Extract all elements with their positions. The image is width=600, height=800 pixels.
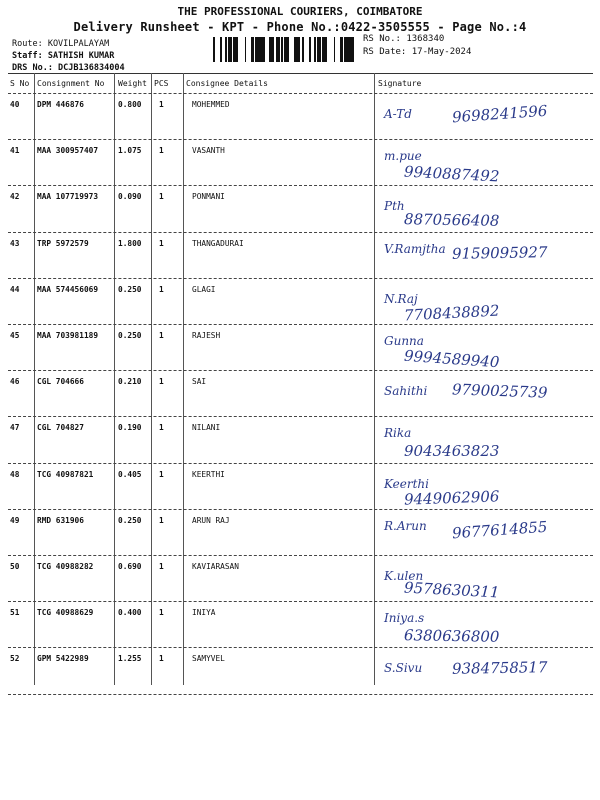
consignee-name: NILANI [192,423,221,433]
row-divider [8,647,593,648]
signature-phone: 8870566408 [403,210,500,231]
consignee-name: ARUN RAJ [192,515,230,525]
table-top-border [8,73,593,74]
consignment-number: CGL 704827 [37,423,84,433]
signature-phone: 9790025739 [451,380,548,402]
pieces: 1 [159,192,164,202]
row-divider [8,324,593,325]
column-divider [374,73,375,685]
pieces: 1 [159,284,164,294]
pieces: 1 [159,100,164,109]
signature-phone: 9384758517 [451,658,548,679]
weight: 0.405 [118,469,142,479]
row-divider [8,509,593,510]
consignment-number: MAA 300957407 [37,146,99,156]
consignment-number: MAA 703981189 [37,331,99,340]
col-header-sno: S No [10,79,30,88]
row-divider [8,232,593,233]
consignment-number: TCG 40988629 [37,608,94,618]
serial-number: 48 [10,469,20,479]
weight: 0.250 [118,331,142,340]
row-divider [8,601,593,602]
column-divider [151,73,152,685]
consignee-name: RAJESH [192,331,221,340]
rs-date: RS Date: 17-May-2024 [363,47,472,57]
consignee-name: VASANTH [192,146,225,156]
consignment-number: RMD 631906 [37,515,84,525]
consignee-name: SAMYVEL [192,654,225,664]
signature-phone: 9677614855 [451,517,548,543]
signature-name: Sahithi [384,384,428,399]
serial-number: 40 [10,100,20,109]
pieces: 1 [159,515,164,525]
signature-phone: 9578630311 [403,578,500,602]
weight: 0.250 [118,515,142,525]
drs-label: DRS No.: DCJB136834004 [12,63,125,73]
signature-name: V.Ramjtha [384,241,446,256]
weight: 1.800 [118,238,142,248]
serial-number: 43 [10,238,20,248]
consignee-name: PONMANI [192,192,225,202]
serial-number: 50 [10,562,20,571]
serial-number: 44 [10,284,20,294]
weight: 1.255 [118,654,142,664]
consignee-name: INIYA [192,608,216,618]
weight: 0.690 [118,562,142,571]
serial-number: 49 [10,515,20,525]
consignment-number: GPM 5422989 [37,654,89,664]
signature-phone: 9698241596 [451,101,548,127]
row-divider [8,139,593,140]
signature-name: R.Arun [384,518,427,533]
signature-phone: 9043463823 [404,442,500,461]
row-divider [8,694,593,695]
signature-phone: 6380636800 [403,626,500,647]
consignee-name: GLAGI [192,284,216,294]
pieces: 1 [159,608,164,618]
consignee-name: SAI [192,377,207,387]
col-header-weight: Weight [118,79,147,88]
consignee-name: KAVIARASAN [192,562,239,571]
signature-phone: 9940887492 [403,162,500,186]
weight: 1.075 [118,146,142,156]
signature-name: Gunna [384,334,424,348]
serial-number: 45 [10,331,20,340]
weight: 0.190 [118,423,142,433]
col-header-consignee: Consignee Details [186,79,268,88]
company-title: THE PROFESSIONAL COURIERS, COIMBATORE [177,5,423,18]
runsheet-title: Delivery Runsheet - KPT - Phone No.:0422-3505555 - Page No.:4 [73,20,527,34]
row-divider [8,278,593,279]
consignment-number: CGL 704666 [37,377,84,387]
weight: 0.250 [118,284,142,294]
serial-number: 52 [10,654,20,664]
weight: 0.210 [118,377,142,387]
signature-name: A-Td [384,107,412,121]
row-divider [8,555,593,556]
consignment-number: DPM 446876 [37,100,84,109]
col-header-consignment: Consignment No [37,79,105,88]
route-info [12,38,125,74]
weight: 0.400 [118,608,142,618]
consignment-number: TRP 5972579 [37,238,89,248]
pieces: 1 [159,377,164,387]
column-divider [34,73,35,685]
signature-phone: 9159095927 [451,242,548,263]
pieces: 1 [159,562,164,571]
consignment-number: MAA 107719973 [37,192,99,202]
pieces: 1 [159,423,164,433]
rs-info [363,33,471,59]
staff-label: Staff: SATHISH KUMAR [12,51,115,61]
weight: 0.090 [118,192,142,202]
column-divider [114,73,115,685]
row-divider [8,463,593,464]
signature-name: S.Sivu [384,661,423,676]
pieces: 1 [159,469,164,479]
signature-name: m.pue [384,149,422,164]
signature-name: Keerthi [384,476,429,491]
signature-name: Rika [384,426,412,441]
row-divider [8,416,593,417]
col-header-pcs: PCS [154,79,169,88]
consignment-number: TCG 40988282 [37,562,94,571]
route-label: Route: KOVILPALAYAM [12,39,110,49]
column-divider [183,73,184,685]
pieces: 1 [159,238,164,248]
serial-number: 42 [10,192,20,202]
row-divider [8,185,593,186]
signature-phone: 7708438892 [403,301,500,325]
signature-phone: 9994589940 [403,346,500,372]
serial-number: 46 [10,377,20,387]
signature-name: N.Raj [384,291,418,306]
header-divider [8,93,593,94]
pieces: 1 [159,331,164,340]
signature-name: Pth [384,199,405,214]
pieces: 1 [159,146,164,156]
rs-number: RS No.: 1368340 [363,34,445,44]
weight: 0.800 [118,100,142,109]
serial-number: 41 [10,146,20,156]
consignment-number: TCG 40987821 [37,469,94,479]
consignment-number: MAA 574456069 [37,284,99,294]
consignee-name: MOHEMMED [192,100,230,109]
consignee-name: KEERTHI [192,469,225,479]
signature-name: Iniya.s [384,611,425,626]
barcode [213,37,359,62]
signature-phone: 9449062906 [403,486,500,509]
serial-number: 51 [10,608,20,618]
consignee-name: THANGADURAI [192,238,244,248]
signature-name: K.ulen [384,569,424,583]
pieces: 1 [159,654,164,664]
row-divider [8,370,593,371]
col-header-signature: Signature [378,79,422,88]
serial-number: 47 [10,423,20,433]
